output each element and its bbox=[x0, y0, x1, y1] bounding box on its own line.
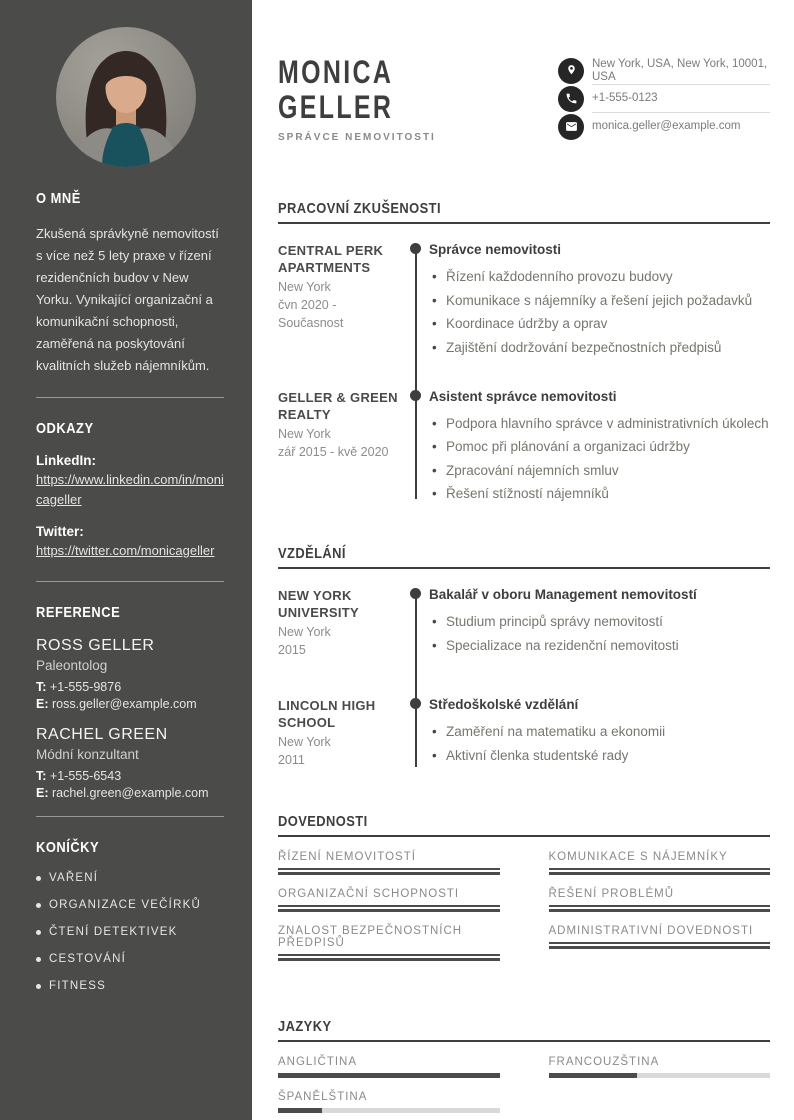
language-label: ŠPANĚLŠTINA bbox=[278, 1091, 368, 1103]
email-label: E: bbox=[36, 786, 49, 800]
hobbies-heading: KONÍČKY bbox=[36, 839, 100, 856]
references-heading: REFERENCE bbox=[36, 604, 121, 621]
school-name: NEW YORK UNIVERSITY bbox=[278, 588, 360, 620]
entry-dates: 2011 bbox=[278, 753, 305, 767]
twitter-label: Twitter: bbox=[36, 524, 84, 539]
experience-heading: PRACOVNÍ ZKUŠENOSTI bbox=[278, 200, 441, 217]
experience-timeline bbox=[278, 242, 770, 501]
skill-item bbox=[278, 925, 500, 961]
skill-label: ŘEŠENÍ PROBLÉMŮ bbox=[548, 888, 675, 900]
hobby-item bbox=[36, 899, 224, 911]
education-entry bbox=[278, 697, 770, 769]
skill-label: ZNALOST BEZPEČNOSTNÍCH PŘEDPISŮ bbox=[278, 925, 463, 949]
skill-bar-fill bbox=[278, 868, 500, 875]
degree-title: Bakalář v oboru Management nemovitostí bbox=[429, 587, 770, 602]
skills-heading: DOVEDNOSTI bbox=[278, 813, 368, 830]
linkedin-label: LinkedIn: bbox=[36, 453, 96, 468]
entry-detail bbox=[415, 389, 770, 502]
skill-bar bbox=[549, 868, 771, 875]
reference-name: ROSS GELLER bbox=[36, 637, 155, 654]
bullet-item: • Studium principů správy nemovitostí bbox=[429, 614, 770, 629]
entry-meta bbox=[278, 697, 415, 769]
company-location: New York bbox=[278, 280, 331, 294]
skills-grid bbox=[278, 851, 770, 961]
reference-item bbox=[36, 637, 224, 713]
skill-bar-fill bbox=[549, 868, 771, 875]
phone-icon bbox=[558, 86, 584, 112]
timeline-line bbox=[415, 248, 417, 499]
school-location: New York bbox=[278, 625, 331, 639]
experience-entry bbox=[278, 389, 770, 502]
section-rule bbox=[278, 1040, 770, 1042]
linkedin-link[interactable]: https://www.linkedin.com/in/monicageller bbox=[36, 472, 224, 507]
reference-phone bbox=[36, 768, 224, 785]
entry-detail bbox=[415, 587, 770, 659]
page-title bbox=[278, 55, 436, 125]
language-item bbox=[278, 1056, 500, 1078]
bullet-item: • Koordinace údržby a oprav bbox=[429, 316, 770, 331]
skill-bar bbox=[278, 905, 500, 912]
contact-email: monica.geller@example.com bbox=[592, 120, 741, 132]
school-name: LINCOLN HIGH SCHOOL bbox=[278, 698, 376, 730]
education-heading: VZDĚLÁNÍ bbox=[278, 545, 346, 562]
section-rule bbox=[278, 567, 770, 569]
company-name: CENTRAL PERK APARTMENTS bbox=[278, 243, 384, 275]
degree-title: Středoškolské vzdělání bbox=[429, 697, 770, 712]
section-rule bbox=[278, 222, 770, 224]
contact-row-location bbox=[558, 59, 770, 82]
entry-bullets bbox=[429, 724, 770, 763]
sidebar-section-references bbox=[36, 604, 224, 802]
email-value: ross.geller@example.com bbox=[51, 697, 197, 711]
skill-bar bbox=[549, 905, 771, 912]
language-bar bbox=[549, 1073, 771, 1078]
experience-entry bbox=[278, 242, 770, 355]
skill-item bbox=[549, 925, 771, 961]
resume-header bbox=[278, 55, 770, 143]
email-value: rachel.green@example.com bbox=[51, 786, 209, 800]
languages-heading: JAZYKY bbox=[278, 1018, 332, 1035]
bullet-dot-icon bbox=[36, 876, 41, 881]
sidebar-divider bbox=[36, 397, 224, 398]
section-education bbox=[278, 545, 770, 769]
contact-separator bbox=[592, 84, 770, 85]
reference-email bbox=[36, 696, 224, 713]
education-entry bbox=[278, 587, 770, 659]
language-bar-fill bbox=[278, 1073, 500, 1078]
phone-label: T: bbox=[36, 769, 47, 783]
skill-label: ORGANIZAČNÍ SCHOPNOSTI bbox=[278, 888, 460, 900]
hobby-label: CESTOVÁNÍ bbox=[49, 953, 127, 965]
hobby-label: ČTENÍ DETEKTIVEK bbox=[49, 926, 178, 938]
entry-bullets bbox=[429, 614, 770, 653]
bullet-dot-icon bbox=[36, 984, 41, 989]
entry-bullets bbox=[429, 269, 770, 355]
language-item bbox=[278, 1091, 500, 1113]
skill-item bbox=[278, 851, 500, 875]
email-icon bbox=[558, 114, 584, 140]
skill-bar-fill bbox=[549, 905, 771, 912]
phone-value: +1-555-9876 bbox=[49, 680, 122, 694]
sidebar-divider bbox=[36, 816, 224, 817]
education-timeline bbox=[278, 587, 770, 769]
bullet-item: • Podpora hlavního správce v administrativních úkolech bbox=[429, 416, 770, 431]
sidebar-section-hobbies bbox=[36, 839, 224, 992]
contact-separator bbox=[592, 112, 770, 113]
link-item-linkedin bbox=[36, 453, 224, 510]
company-location: New York bbox=[278, 426, 331, 441]
bullet-item: • Komunikace s nájemníky a řešení jejich požadavků bbox=[429, 293, 770, 308]
profile-photo-image bbox=[56, 27, 196, 167]
bullet-dot-icon bbox=[36, 957, 41, 962]
hobby-label: FITNESS bbox=[49, 980, 106, 992]
skill-item bbox=[549, 851, 771, 875]
last-name: GELLER bbox=[278, 89, 394, 125]
language-label: FRANCOUZŠTINA bbox=[548, 1056, 660, 1068]
section-experience bbox=[278, 200, 770, 501]
bullet-item: • Specializace na rezidenční nemovitosti bbox=[429, 638, 770, 653]
bullet-item: • Zajištění dodržování bezpečnostních předpisů bbox=[429, 340, 770, 355]
bullet-item: • Pomoc při plánování a organizaci údržby bbox=[429, 439, 770, 454]
language-bar-fill bbox=[549, 1073, 638, 1078]
hobby-item bbox=[36, 872, 224, 884]
contact-address: New York, USA, New York, 10001, USA bbox=[592, 57, 768, 83]
section-rule bbox=[278, 835, 770, 837]
skill-bar bbox=[549, 942, 771, 949]
reference-item bbox=[36, 726, 224, 802]
contact-phone: +1-555-0123 bbox=[592, 92, 658, 104]
entry-title: Asistent správce nemovitosti bbox=[429, 389, 770, 404]
timeline-line bbox=[415, 593, 417, 767]
section-languages bbox=[278, 1018, 770, 1113]
profile-photo bbox=[56, 27, 196, 167]
job-title: SPRÁVCE NEMOVITOSTI bbox=[278, 132, 436, 143]
links-heading: ODKAZY bbox=[36, 420, 94, 437]
skill-bar-fill bbox=[549, 942, 771, 949]
sidebar-divider bbox=[36, 581, 224, 582]
name-block bbox=[278, 55, 436, 143]
entry-meta bbox=[278, 242, 415, 355]
reference-title: Paleontolog bbox=[36, 658, 108, 673]
entry-dates: 2015 bbox=[278, 643, 306, 657]
entry-meta bbox=[278, 587, 415, 659]
phone-label: T: bbox=[36, 680, 47, 694]
location-icon bbox=[558, 58, 584, 84]
bullet-item: • Řízení každodenního provozu budovy bbox=[429, 269, 770, 284]
language-bar bbox=[278, 1108, 500, 1113]
bullet-dot-icon bbox=[36, 930, 41, 935]
sidebar-section-about bbox=[36, 190, 224, 377]
email-label: E: bbox=[36, 697, 49, 711]
entry-meta bbox=[278, 389, 415, 502]
school-location: New York bbox=[278, 735, 331, 749]
reference-phone bbox=[36, 679, 224, 696]
company-name: GELLER & GREEN REALTY bbox=[278, 389, 398, 422]
bullet-dot-icon bbox=[36, 903, 41, 908]
reference-name: RACHEL GREEN bbox=[36, 726, 168, 743]
hobby-label: VAŘENÍ bbox=[49, 872, 99, 884]
skill-label: ADMINISTRATIVNÍ DOVEDNOSTI bbox=[548, 925, 754, 937]
hobby-label: ORGANIZACE VEČÍRKŮ bbox=[49, 899, 201, 911]
skill-bar-fill bbox=[278, 905, 500, 912]
languages-grid bbox=[278, 1056, 770, 1113]
phone-value: +1-555-6543 bbox=[49, 769, 122, 783]
bullet-item: • Zaměření na matematiku a ekonomii bbox=[429, 724, 770, 739]
skill-bar-fill bbox=[278, 954, 500, 961]
first-name: MONICA bbox=[278, 54, 394, 90]
bullet-item: • Řešení stížností nájemníků bbox=[429, 486, 770, 501]
skill-bar bbox=[278, 868, 500, 875]
skill-bar bbox=[278, 954, 500, 961]
link-item-twitter bbox=[36, 524, 224, 561]
language-bar-fill bbox=[278, 1108, 322, 1113]
skill-label: KOMUNIKACE S NÁJEMNÍKY bbox=[548, 851, 728, 863]
language-item bbox=[549, 1056, 771, 1078]
entry-title: Správce nemovitosti bbox=[429, 242, 770, 257]
sidebar-section-links bbox=[36, 420, 224, 561]
hobby-item bbox=[36, 953, 224, 965]
entry-bullets bbox=[429, 416, 770, 502]
contact-row-email bbox=[558, 115, 770, 138]
entry-dates: čvn 2020 - Současnost bbox=[278, 298, 344, 330]
twitter-link[interactable]: https://twitter.com/monicageller bbox=[36, 543, 215, 558]
bullet-item: • Zpracování nájemních smluv bbox=[429, 463, 770, 478]
entry-detail bbox=[415, 242, 770, 355]
skill-item bbox=[549, 888, 771, 912]
bullet-item: • Aktivní členka studentské rady bbox=[429, 748, 770, 763]
entry-detail bbox=[415, 697, 770, 769]
skill-label: ŘÍZENÍ NEMOVITOSTÍ bbox=[278, 851, 416, 863]
contact-row-phone bbox=[558, 87, 770, 110]
hobby-item bbox=[36, 980, 224, 992]
sidebar bbox=[0, 0, 252, 1120]
contact-block bbox=[558, 59, 770, 143]
reference-title: Módní konzultant bbox=[36, 747, 139, 762]
hobby-item bbox=[36, 926, 224, 938]
language-bar bbox=[278, 1073, 500, 1078]
skill-item bbox=[278, 888, 500, 912]
main-content bbox=[252, 0, 794, 1120]
reference-email bbox=[36, 785, 224, 802]
section-skills bbox=[278, 813, 770, 961]
about-text: Zkušená správkyně nemovitostí s více než 5 lety praxe v řízení rezidenčních budov v New Yorku. Vynikající organizační a komunikační schopnosti, zaměřená na poskytování kvalitních služeb nájemníkům. bbox=[36, 226, 219, 373]
language-label: ANGLIČTINA bbox=[278, 1056, 358, 1068]
about-heading: O MNĚ bbox=[36, 190, 81, 207]
entry-dates: zář 2015 - kvě 2020 bbox=[278, 444, 389, 459]
